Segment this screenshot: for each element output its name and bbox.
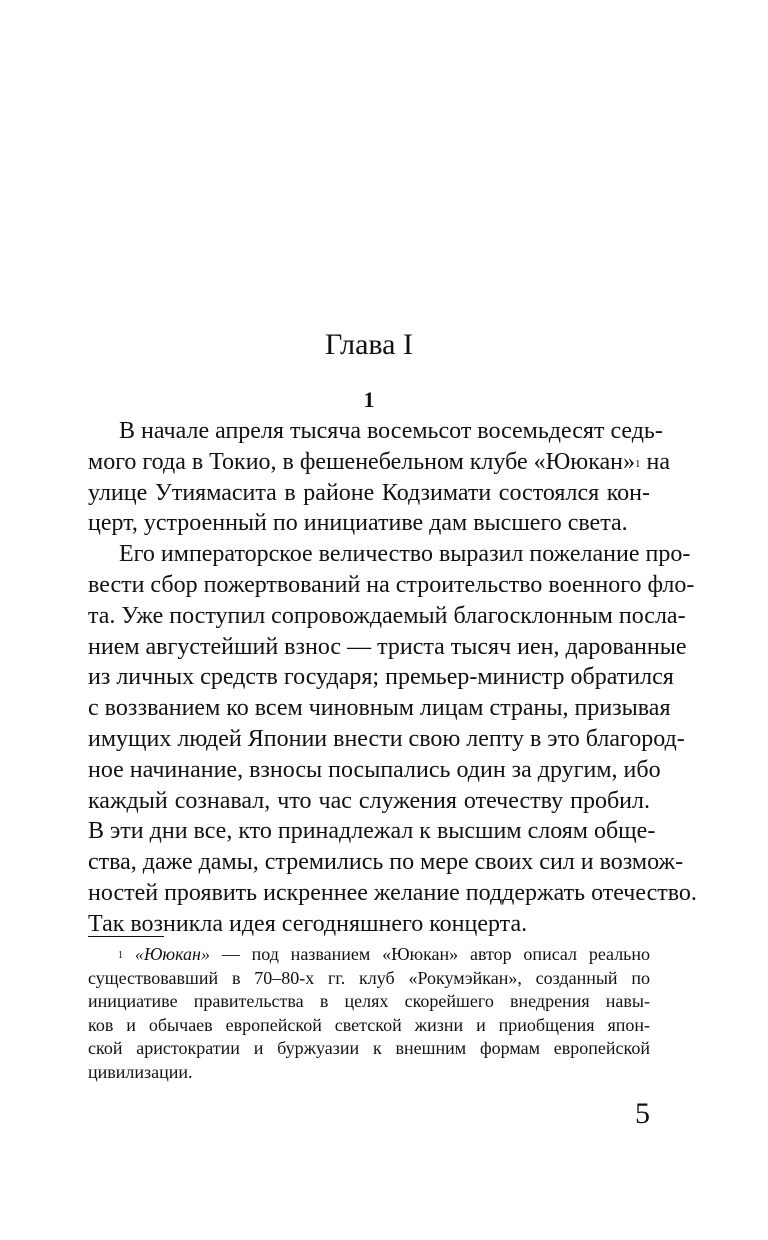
footnote-line bbox=[88, 943, 650, 967]
text-line: В эти дни все, кто принадлежал к высшим слоям обще- bbox=[88, 818, 656, 845]
text-line: каждый сознавал, что час служения отечеству пробил. bbox=[88, 787, 650, 814]
footnote-divider bbox=[88, 936, 164, 937]
text-line: ства, даже дамы, стремились по мере своих сил и возмож- bbox=[88, 849, 684, 876]
paragraph-1 bbox=[88, 416, 671, 539]
paragraph-2 bbox=[88, 539, 697, 939]
footnote-term: «Ююкан» bbox=[134, 944, 210, 964]
footnote-number: 1 bbox=[118, 950, 123, 961]
section-number: 1 bbox=[363, 387, 375, 412]
footnote-line: инициативе правительства в целях скорейшего внедрения навы- bbox=[88, 991, 650, 1011]
text-line: с воззванием ко всем чиновным лицам страны, призывая bbox=[88, 695, 671, 722]
main-text bbox=[88, 416, 697, 940]
text-line: имущих людей Японии внести свою лепту в это благород- bbox=[88, 725, 685, 752]
text-line: улице Утиямасита в районе Кодзимати состоялся кон- bbox=[88, 479, 650, 506]
text-line: вести сбор пожертвований на строительство военного фло- bbox=[88, 571, 695, 598]
chapter-title: Глава I bbox=[325, 328, 413, 361]
text-line-part: мого года в Токио, в фешенебельном клубе «Ююкан» bbox=[88, 448, 636, 475]
footnote-line: цивилизации. bbox=[88, 1061, 193, 1082]
text-line: ное начинание, взносы посыпались один за другим, ибо bbox=[88, 756, 661, 783]
text-line: ностей проявить искреннее желание поддержать отечество. bbox=[88, 879, 697, 906]
text-line: нием августейший взнос — триста тысяч иен, дарованные bbox=[88, 633, 687, 660]
footnote-line: существовавший в 70–80-х гг. клуб «Рокумэйкан», созданный по bbox=[88, 967, 650, 988]
text-line: В начале апреля тысяча восемьсот восемьдесят седь- bbox=[119, 418, 663, 444]
page-number: 5 bbox=[635, 1097, 650, 1130]
text-line: церт, устроенный по инициативе дам высшего света. bbox=[88, 510, 628, 537]
footnote-marker[interactable]: 1 bbox=[635, 457, 641, 470]
text-line-part: на bbox=[646, 448, 671, 475]
footnote-line: ков и обычаев европейской светской жизни и приобщения япон- bbox=[88, 1014, 650, 1035]
text-line: из личных средств государя; премьер-министр обратился bbox=[88, 664, 674, 691]
text-line: Так возникла идея сегодняшнего концерта. bbox=[88, 910, 528, 937]
text-line bbox=[88, 447, 671, 478]
footnote-text: — под названием «Ююкан» автор описал реально bbox=[221, 944, 651, 964]
footnote-line: ской аристократии и буржуазии к внешним формам европейской bbox=[88, 1038, 650, 1058]
text-line: та. Уже поступил сопровождаемый благосклонным посла- bbox=[88, 602, 686, 629]
footnote bbox=[88, 943, 650, 1084]
text-line: Его императорское величество выразил пожелание про- bbox=[119, 541, 691, 568]
